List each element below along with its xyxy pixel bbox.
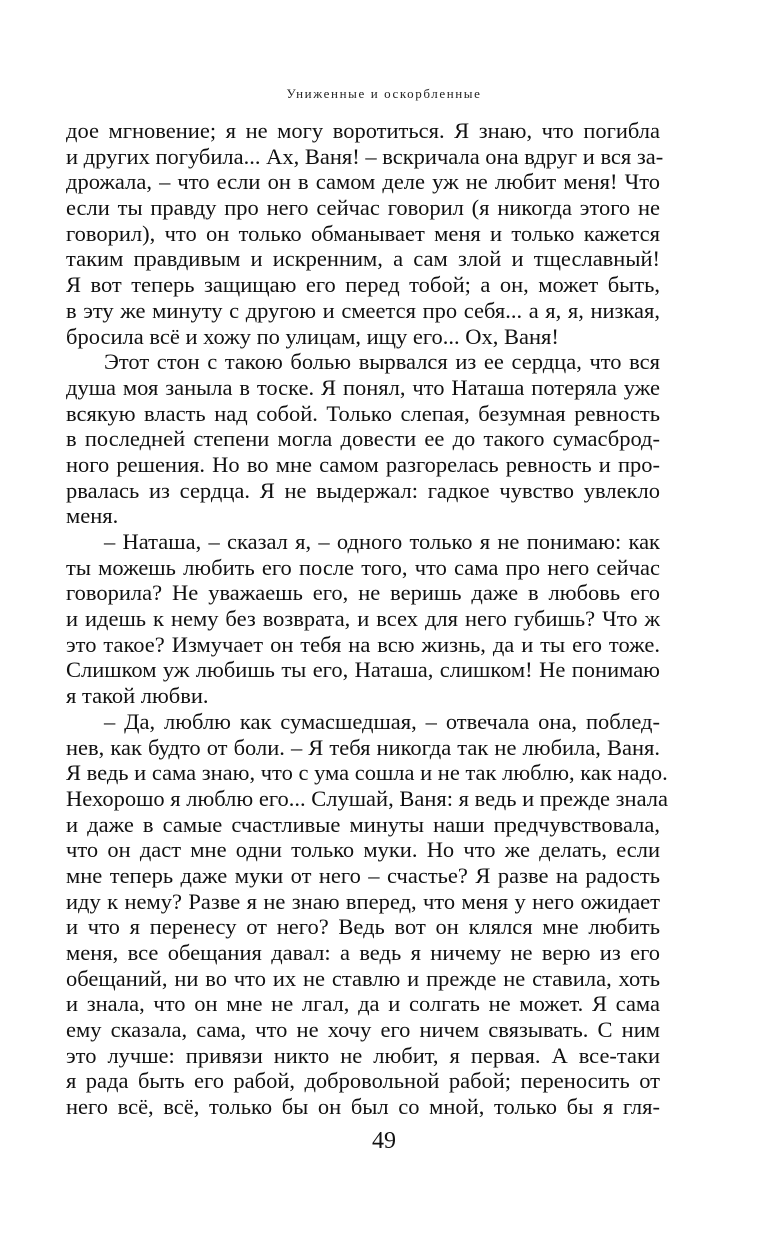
text-line: это лучше: привязи никто не любит, я первая. А все-таки <box>66 1042 660 1068</box>
text-line: Этот стон с такою болью вырвался из ее сердца, что вся <box>104 349 660 375</box>
text-line: меня, все обещания давал: а ведь я ничему не верю из его <box>66 940 660 965</box>
text-line: меня. <box>66 503 119 529</box>
running-head: Униженные и оскорбленные <box>286 86 482 101</box>
text-line: ему сказала, сама, что не хочу его ничем связывать. С ним <box>66 1017 660 1043</box>
text-line: дое мгновение; я не могу воротиться. Я знаю, что погибла <box>66 118 660 143</box>
text-line: и даже в самые счастливые минуты наши предчувствовала, <box>66 811 660 837</box>
text-line: и знала, что он мне не лгал, да и солгать не может. Я сама <box>66 991 660 1017</box>
text-line: иду к нему? Разве я не знаю вперед, что меня у него ожидает <box>66 888 660 914</box>
text-line: нев, как будто от боли. – Я тебя никогда так не любила, Ваня. <box>66 734 660 760</box>
text-line: и идешь к нему без возврата, и всех для него губишь? Что ж <box>66 606 660 632</box>
text-line: дрожала, – что если он в самом деле уж не любит меня! Что <box>66 169 660 195</box>
text-line: ного решения. Но во мне самом разгорелась ревность и про- <box>66 451 660 477</box>
text-line: бросила всё и хожу по улицам, ищу его... Ох, Ваня! <box>66 323 559 349</box>
text-line: Я вот теперь защищаю его перед тобой; а он, может быть, <box>66 272 660 298</box>
text-line: Я ведь и сама знаю, что с ума сошла и не так люблю, как надо. <box>66 760 668 786</box>
text-line: это такое? Измучает он тебя на всю жизнь, да и ты его тоже. <box>66 631 660 657</box>
text-line: – Да, люблю как сумасшедшая, – отвечала она, поблед- <box>104 708 660 734</box>
text-line: и что я перенесу от него? Ведь вот он клялся мне любить <box>66 914 660 940</box>
text-line: если ты правду про него сейчас говорил (я никогда этого не <box>66 195 660 221</box>
text-line: в эту же минуту с другою и смеется про себя... а я, я, низкая, <box>66 297 660 323</box>
text-line: всякую власть над собой. Только слепая, безумная ревность <box>66 400 660 426</box>
text-line: Нехорошо я люблю его... Слушай, Ваня: я ведь и прежде знала <box>66 785 668 811</box>
body-text <box>66 118 668 1120</box>
text-line: ты можешь любить его после того, что сама про него сейчас <box>66 554 660 580</box>
text-line: я такой любви. <box>66 683 209 709</box>
text-line: говорила? Не уважаешь его, не веришь даже в любовь его <box>66 580 660 606</box>
text-line: него всё, всё, только бы он был со мной, только бы я гля- <box>66 1094 660 1120</box>
text-line: говорил), что он только обманывает меня и только кажется <box>66 220 660 246</box>
text-line: душа моя заныла в тоске. Я понял, что Наташа потеряла уже <box>66 374 660 400</box>
text-line: что он даст мне одни только муки. Но что же делать, если <box>66 837 660 863</box>
page-number: 49 <box>372 1128 396 1154</box>
text-line: в последней степени могла довести ее до такого сумасброд- <box>66 426 660 452</box>
text-line: – Наташа, – сказал я, – одного только я не понимаю: как <box>104 529 660 554</box>
text-line: обещаний, ни во что их не ставлю и прежде не ставила, хоть <box>66 965 660 991</box>
text-line: рвалась из сердца. Я не выдержал: гадкое чувство увлекло <box>66 477 660 503</box>
text-line: мне теперь даже муки от него – счастье? Я разве на радость <box>66 862 660 888</box>
text-line: я рада быть его рабой, добровольной рабой; переносить от <box>66 1068 660 1094</box>
text-line: и других погубила... Ах, Ваня! – вскричала она вдруг и вся за- <box>66 143 664 169</box>
text-line: таким правдивым и искренним, а сам злой и тщеславный! <box>66 246 660 272</box>
text-line: Слишком уж любишь ты его, Наташа, слишком! Не понимаю <box>66 657 660 683</box>
